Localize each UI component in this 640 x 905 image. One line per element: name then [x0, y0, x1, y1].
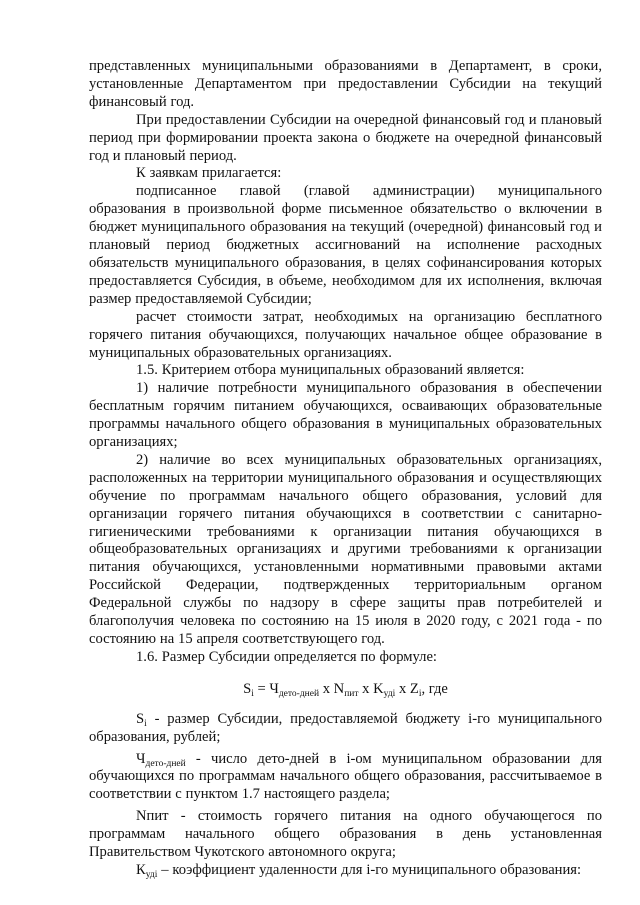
- formula-x2: x K: [358, 680, 384, 697]
- def-kud-sub: удi: [145, 869, 158, 880]
- definition-kud: [89, 862, 602, 880]
- definition-si: [89, 711, 602, 747]
- def-si-symbol: S: [136, 710, 145, 727]
- formula-s-sub: i: [251, 688, 254, 699]
- formula-tail: , где: [421, 680, 448, 697]
- paragraph-intro: представленных муниципальными образованиями в Департамент, в сроки, установленные Департаментом при предоставлении Субсидии на текущий финансовый год.: [89, 58, 602, 110]
- def-npit-symbol: Nпит: [136, 808, 169, 825]
- formula-ch-sub: дето-дней: [278, 688, 320, 699]
- formula-x1: x N: [319, 680, 345, 697]
- paragraph-criteria-heading: 1.5. Критерием отбора муниципальных образований является:: [136, 362, 525, 379]
- def-npit-text: - стоимость горячего питания на одного обучающегося по программам начального общего образования в день установленная Правительством Чукотского автономного округа;: [89, 808, 602, 861]
- def-ch-symbol: Ч: [136, 750, 146, 767]
- paragraph-criterion-1: 1) наличие потребности муниципального образования в обеспечении бесплатным горячим питанием обучающихся, осваивающих образовательные программы начального общего образования в муниципальных образовательных организациях;: [89, 380, 602, 451]
- formula-z-sub: i: [418, 688, 422, 699]
- def-ch-text: - число дето-дней в i-ом муниципальном образовании для обучающихся по программам начального общего образования, рассчитываемое в соответствии с пунктом 1.7 настоящего раздела;: [89, 750, 602, 803]
- def-kud-text: – коэффициент удаленности для i-го муниципального образования:: [157, 861, 582, 878]
- subsidy-formula: [89, 681, 602, 699]
- formula-n-sub: пит: [344, 688, 359, 699]
- paragraph-obligation: подписанное главой (главой администрации) муниципального образования в произвольной форме письменное обязательство о включении в бюджет муниципального образования на текущий (очередной) финансовый год и плановый период бюджетных ассигнований на исполнение расходных обязательств муниципального образования, в целях софинансирования которых предоставляется Субсидия, в объеме, необходимом для их исполнения, включая размер предоставляемой Субсидии;: [89, 183, 602, 307]
- def-si-text: - размер Субсидии, предоставляемой бюджету i-го муниципального образования, рублей;: [89, 710, 602, 745]
- paragraph-planning: При предоставлении Субсидии на очередной финансовый год и плановый период при формировании проекта закона о бюджете на очередной финансовый год и плановый период.: [89, 111, 602, 164]
- formula-s: S: [243, 680, 252, 697]
- definition-ch: [89, 751, 602, 805]
- def-kud-symbol: К: [136, 861, 146, 878]
- formula-x3: x Z: [395, 680, 419, 697]
- def-ch-sub: дето-дней: [145, 758, 186, 769]
- document-page: [89, 58, 602, 880]
- formula-eq: = Ч: [253, 680, 279, 697]
- paragraph-attachments-heading: К заявкам прилагается:: [136, 165, 282, 182]
- paragraph-cost-calc: расчет стоимости затрат, необходимых на организацию бесплатного горячего питания обучающихся, получающих начальное общее образование в муниципальных образовательных организациях.: [89, 308, 602, 361]
- definition-npit: [89, 808, 602, 862]
- paragraph-formula-heading: 1.6. Размер Субсидии определяется по формуле:: [136, 648, 437, 665]
- paragraph-criterion-2: 2) наличие во всех муниципальных образовательных организациях, расположенных на территории муниципального образования и осуществляющих обучение по программам начального общего образования, условий для организации горячего питания обучающихся в соответствии с санитарно-гигиеническими требованиями к организации питания обучающихся в общеобразовательных организациях и другими требованиями к организации питания обучающихся, установленными нормативными правовыми актами Российской Федерации, подтвержденных территориальным органом Федеральной службы по надзору в сфере защиты прав потребителей и благополучия человека по состоянию на 15 июля в 2020 году, с 2021 года - по состоянию на 15 апреля соответствующего год.: [89, 451, 602, 647]
- def-si-sub: i: [144, 718, 147, 729]
- formula-k-sub: удi: [383, 688, 396, 699]
